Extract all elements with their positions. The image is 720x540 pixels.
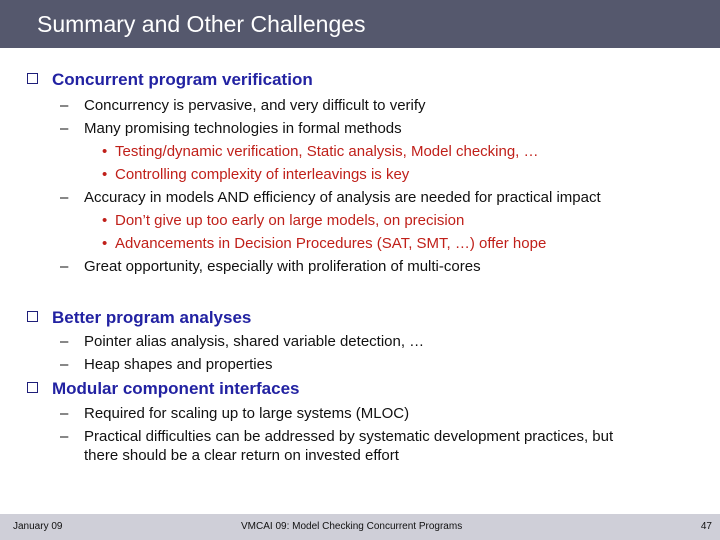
dash-bullet-icon: –	[60, 258, 69, 275]
section-heading: Modular component interfaces	[52, 379, 300, 398]
checkbox-bullet-icon	[27, 382, 38, 393]
checkbox-bullet-icon	[27, 311, 38, 322]
dash-bullet-icon: –	[60, 428, 69, 445]
dash-bullet-icon: –	[60, 333, 69, 350]
list-item-text: Accuracy in models AND efficiency of analysis are needed for practical impact	[84, 189, 601, 206]
section-heading: Better program analyses	[52, 308, 252, 327]
footer-date: January 09	[13, 521, 63, 532]
section-heading: Concurrent program verification	[52, 70, 313, 89]
checkbox-bullet-icon	[27, 73, 38, 84]
list-item-text: Practical difficulties can be addressed by systematic development practices, but	[84, 428, 614, 445]
page-number: 47	[700, 521, 712, 532]
dash-bullet-icon: –	[60, 189, 69, 206]
list-item-text: Many promising technologies in formal methods	[84, 120, 402, 137]
sub-list-item-text: Don’t give up too early on large models, on precision	[115, 212, 465, 229]
dot-bullet-icon: •	[102, 166, 108, 183]
sub-list-item-text: Advancements in Decision Procedures (SAT, SMT, …) offer hope	[115, 235, 547, 252]
dash-bullet-icon: –	[60, 405, 69, 422]
sub-list-item-text: Testing/dynamic verification, Static analysis, Model checking, …	[115, 143, 539, 160]
footer	[0, 514, 720, 540]
list-item-text: Pointer alias analysis, shared variable detection, …	[84, 333, 425, 350]
list-item-text: Concurrency is pervasive, and very difficult to verify	[84, 97, 426, 114]
dot-bullet-icon: •	[102, 235, 108, 252]
list-item-text: Great opportunity, especially with proliferation of multi-cores	[84, 258, 481, 275]
list-item-text: there should be a clear return on invested effort	[84, 447, 399, 464]
list-item-text: Required for scaling up to large systems (MLOC)	[84, 405, 410, 422]
dash-bullet-icon: –	[60, 356, 69, 373]
sub-list-item-text: Controlling complexity of interleavings is key	[115, 166, 410, 183]
dot-bullet-icon: •	[102, 143, 108, 160]
dash-bullet-icon: –	[60, 97, 69, 114]
dot-bullet-icon: •	[102, 212, 108, 229]
list-item-text: Heap shapes and properties	[84, 356, 273, 373]
footer-talk-title: VMCAI 09: Model Checking Concurrent Programs	[241, 521, 463, 532]
dash-bullet-icon: –	[60, 120, 69, 137]
slide-title: Summary and Other Challenges	[37, 11, 366, 37]
